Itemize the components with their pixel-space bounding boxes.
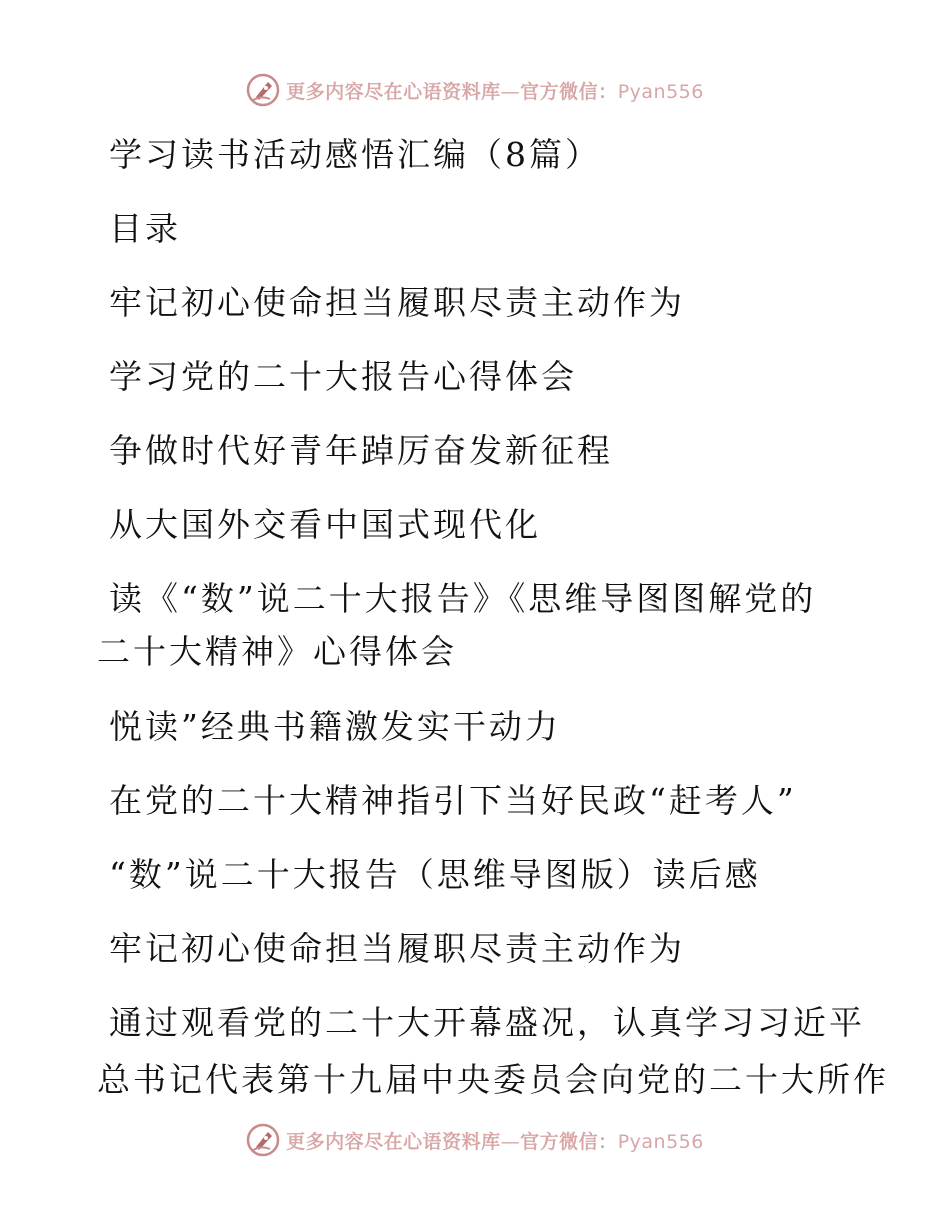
toc-item: 从大国外交看中国式现代化	[109, 505, 541, 544]
watermark-official: 官方微信：	[520, 1130, 618, 1153]
watermark-main: 更多内容尽在心语资料库	[286, 1130, 501, 1153]
toc-item: 争做时代好青年踔厉奋发新征程	[109, 431, 613, 470]
toc-item: 学习党的二十大报告心得体会	[109, 357, 577, 396]
watermark-text	[286, 1127, 704, 1154]
toc-item: 在党的二十大精神指引下当好民政“赶考人”	[109, 781, 797, 820]
toc-item: 牢记初心使命担当履职尽责主动作为	[109, 283, 685, 322]
watermark-separator: —	[500, 1130, 521, 1153]
toc-item: 悦读”经典书籍激发实干动力	[109, 707, 561, 746]
footer-watermark	[0, 1120, 950, 1160]
watermark-text	[286, 77, 704, 104]
pen-nib-logo-icon	[246, 1123, 280, 1157]
toc-heading: 目录	[109, 209, 181, 248]
section-title: 牢记初心使命担当履职尽责主动作为	[109, 929, 685, 968]
toc-item-continuation: 二十大精神》心得体会	[97, 632, 457, 671]
watermark-handle: Pyan556	[617, 1130, 704, 1153]
pen-nib-logo-icon	[246, 73, 280, 107]
watermark-official: 官方微信：	[520, 80, 618, 103]
toc-item: “数”说二十大报告（思维导图版）读后感	[109, 855, 761, 894]
document-body	[97, 118, 889, 1110]
watermark-separator: —	[500, 80, 521, 103]
watermark-handle: Pyan556	[617, 80, 704, 103]
header-watermark	[0, 70, 950, 110]
watermark-main: 更多内容尽在心语资料库	[286, 80, 501, 103]
body-line: 通过观看党的二十大开幕盛况，认真学习习近平	[109, 1003, 865, 1042]
body-line: 总书记代表第十九届中央委员会向党的二十大所作	[97, 1060, 889, 1099]
toc-item: 读《“数”说二十大报告》《思维导图图解党的	[109, 579, 817, 618]
document-title: 学习读书活动感悟汇编（8篇）	[109, 135, 601, 174]
